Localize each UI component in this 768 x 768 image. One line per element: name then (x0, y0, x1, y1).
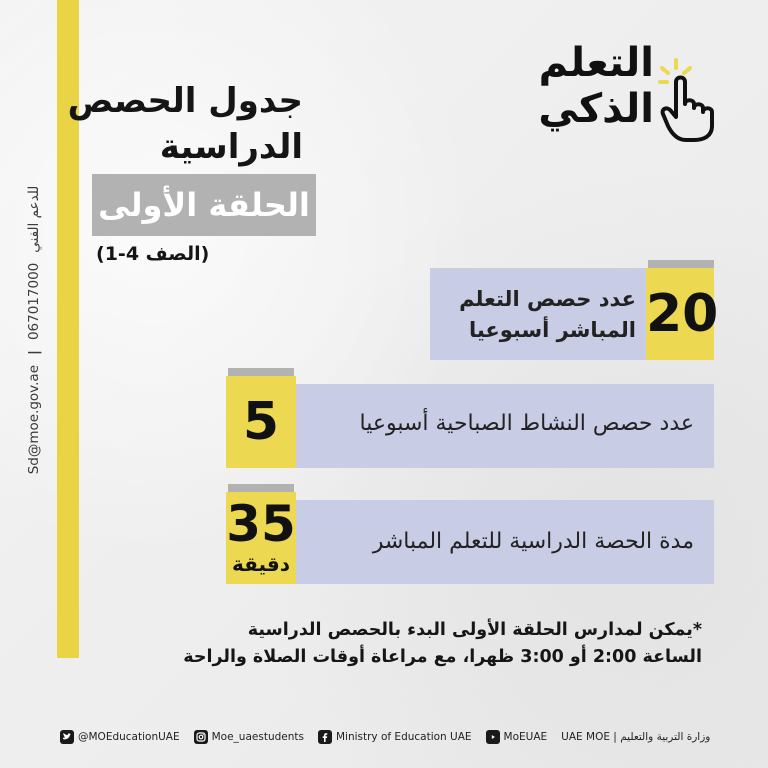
smart-learning-logo (540, 40, 730, 150)
stat-live-sessions-number-box (646, 268, 719, 360)
stat-session-duration-number: 35 (226, 495, 296, 553)
youtube-handle: MoEUAE (503, 731, 548, 743)
logo-line2: الذكي (538, 86, 654, 132)
youtube-link[interactable] (486, 730, 548, 744)
instagram-link[interactable] (194, 730, 304, 744)
twitter-link[interactable] (60, 730, 180, 744)
contact-separator: | (26, 350, 42, 355)
social-footer (0, 722, 768, 752)
facebook-link[interactable] (318, 730, 472, 744)
stat-label-line2: المباشر أسبوعيا (468, 318, 636, 342)
twitter-handle: @MOEducationUAE (78, 731, 180, 743)
facebook-handle: Ministry of Education UAE (335, 731, 472, 743)
stat-live-sessions-number: 20 (646, 284, 719, 344)
footnote (183, 617, 702, 671)
instagram-handle: Moe_uaestudents (211, 731, 304, 743)
grade-label: (الصف 4-1) (96, 243, 210, 265)
footnote-line2: الساعة 2:00 أو 3:00 ظهرا، مع مراعاة أوقات الصلاة والراحة (183, 647, 702, 667)
youtube-icon (486, 730, 500, 744)
number-strip (648, 260, 714, 268)
stat-label-line1: عدد حصص التعلم (459, 287, 636, 311)
stat-session-duration-label: مدة الحصة الدراسية للتعلم المباشر (372, 529, 694, 554)
ministry-signature: UAE MOE | وزارة التربية والتعليم (561, 731, 711, 743)
page-title (68, 78, 303, 170)
stat-session-duration-number-box (226, 492, 296, 584)
title-line1: جدول الحصص (67, 81, 303, 121)
footnote-line1: *يمكن لمدارس الحلقة الأولى البدء بالحصص الدراسية (247, 620, 702, 640)
stat-session-duration-unit: دقيقة (231, 552, 291, 576)
logo-line1: التعلم (538, 40, 654, 86)
title-line2: الدراسية (159, 127, 303, 167)
stat-morning-activity-label: عدد حصص النشاط الصباحية أسبوعيا (359, 411, 694, 436)
stat-live-sessions-label (459, 284, 636, 346)
support-label: للدعم الفني (26, 185, 42, 253)
cycle-label: الحلقة الأولى (98, 186, 310, 224)
number-strip (228, 484, 294, 492)
facebook-icon (318, 730, 332, 744)
twitter-icon (60, 730, 74, 744)
stat-morning-activity-number-box (226, 376, 296, 468)
support-contact (26, 186, 42, 475)
instagram-icon (194, 730, 208, 744)
logo-text (538, 40, 654, 132)
stat-morning-activity-number: 5 (242, 392, 280, 452)
number-strip (228, 368, 294, 376)
pointing-hand-click-icon (658, 54, 730, 142)
support-phone[interactable]: 067017000 (26, 262, 42, 341)
cycle-badge (92, 174, 316, 236)
support-email[interactable]: Sd@moe.gov.ae (26, 364, 42, 475)
